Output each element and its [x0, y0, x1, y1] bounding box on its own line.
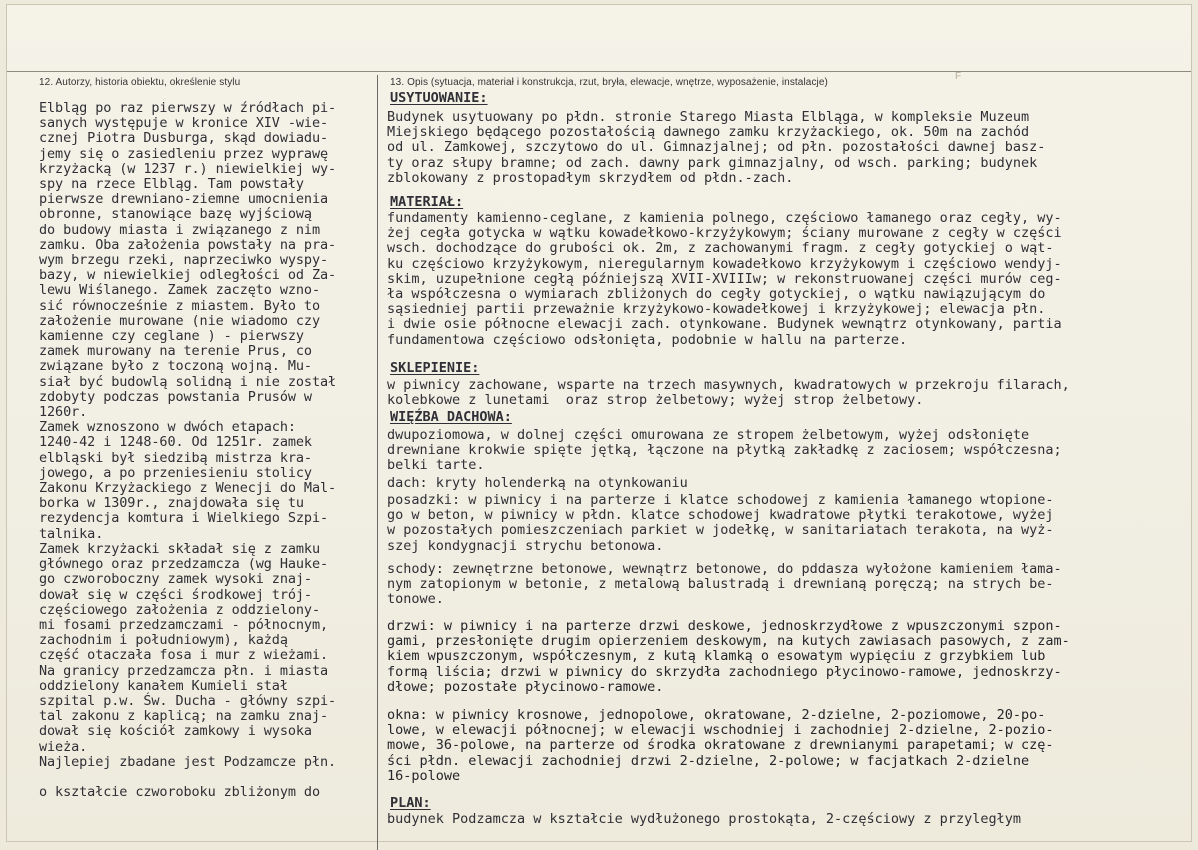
- history-line: część otaczała fosa i mur z wieżami.: [39, 647, 328, 664]
- history-line: dował się kościół zamkowy i wysoka: [39, 723, 312, 740]
- text-line: belki tarte.: [387, 457, 485, 474]
- history-line: zdobyty podczas powstania Prusów w: [39, 388, 312, 405]
- text-line: wsch. dochodzące do grubości ok. 2m, z zachowanymi fragm. z cegły gotyckiej o wąt-: [387, 240, 1054, 257]
- wiezba-heading: WIĘŹBA DACHOWA:: [390, 409, 512, 425]
- schody-text: [387, 562, 1062, 608]
- text-line: w piwnicy zachowane, wsparte na trzech masywnych, kwadratowych w przekroju filarach,: [387, 377, 1070, 393]
- history-line: Elbląg po raz pierwszy w źródłach pi-: [39, 100, 337, 116]
- text-line: Budynek usytuowany po płdn. stronie Starego Miasta Elbląga, w kompleksie Muzeum: [387, 109, 1030, 125]
- history-line: mi fosami przedzamczami - północnym,: [39, 616, 328, 633]
- history-line: sić równocześnie z miastem. Było to: [39, 297, 320, 314]
- text-line: okna: w piwnicy krosnowe, jednopolowe, okratowane, 2-dzielne, 2-poziomowe, 20-po-: [387, 707, 1046, 723]
- history-line: jowego, a po przeniesieniu stolicy: [39, 464, 312, 481]
- history-line: zamek murowany na terenie Prus, co: [39, 343, 312, 360]
- history-line: obronne, stanowiące bazę wyjściową: [39, 206, 312, 223]
- history-line: szpital p.w. Św. Ducha - główny szpi-: [39, 692, 337, 709]
- history-line: go czworoboczny zamek wysoki znaj-: [39, 571, 312, 588]
- margin-mark: F: [955, 71, 962, 82]
- text-line: zblokowany z prostopadłym skrzydłem od płdn.-zach.: [387, 169, 794, 186]
- text-line: ku częściowo krzyżykowym, nieregularnym kowadełkowo krzyżykowym i częściowo wendyj-: [387, 255, 1062, 272]
- material-heading: MATERIAŁ:: [390, 194, 464, 210]
- history-line: wym brzegu rzeki, naprzeciwko wyspy-: [39, 252, 328, 269]
- history-line: 1260r.: [39, 404, 88, 421]
- history-line: spy na rzece Elbląg. Tam powstały: [39, 176, 304, 193]
- history-line: głównego oraz przedzamcza (wg Hauke-: [39, 556, 328, 573]
- text-line: drzwi: w piwnicy i na parterze drzwi deskowe, jednoskrzydłowe z wpuszczonymi szpon-: [387, 618, 1062, 634]
- text-line: kiem wpuszczonym, współczesnym, z kutą klamką o esowatym wypięciu z grzybkiem lub: [387, 648, 1046, 665]
- text-line: nym zatopionym w betonie, z metalową balustradą i drewnianą poręczą; na strych be-: [387, 576, 1054, 593]
- text-line: fundamenty kamienno-ceglane, z kamienia polnego, częściowo łamanego oraz cegły, wy-: [387, 210, 1062, 226]
- history-line: do budowy miasta i związanego z nim: [39, 221, 320, 238]
- history-line: jemy się o zasiedleniu przez wyprawę: [39, 145, 328, 162]
- text-line: gami, przesłonięte drugim opierzeniem deskowym, na kutych zawiasach pasowych, z zam-: [387, 633, 1070, 650]
- history-line: bazy, w niewielkiej odległości od Za-: [39, 267, 337, 284]
- drzwi-text: [387, 619, 1070, 695]
- text-line: mowe, 36-polowe, na parterze od środka okratowane z drewnianymi parapetami; w czę-: [387, 737, 1054, 754]
- history-text: [39, 101, 336, 800]
- text-line: formą liścia; drzwi w piwnicy do skrzydła zachodniego płycinowo-ramowe, jednoskrzy-: [387, 663, 1062, 680]
- plan-heading: PLAN:: [390, 795, 431, 811]
- plan-text: [387, 812, 1021, 827]
- usytuowanie-text: [387, 110, 1045, 186]
- text-line: lowe, w elewacji północnej; w elewacji wschodniej i zachodniej 2-dzielne, 2-pozio-: [387, 722, 1054, 739]
- text-line: Miejskiego będącego pozostałością dawnego zamku krzyżackiego, ok. 50m na zachód: [387, 124, 1030, 141]
- history-line: wieża.: [39, 738, 88, 755]
- history-line: tal zakonu z kaplicą; na zamku znaj-: [39, 708, 328, 725]
- section-12-header: 12. Autorzy, historia obiektu, określenie stylu: [39, 77, 241, 88]
- history-line: kamienne czy ceglane ) - pierwszy: [39, 328, 304, 345]
- text-line: ła współczesna o wymiarach zbliżonych do cegły gotyckiej, o wątku nawiązującym do: [387, 286, 1046, 303]
- history-line: [39, 770, 336, 785]
- history-line: elbląski był siedzibą mistrza kra-: [39, 449, 312, 466]
- history-line: oddzielony kanałem Kumieli stał: [39, 677, 288, 694]
- text-line: i dwie osie północne elewacji zach. otynkowane. Budynek wewnątrz otynkowany, partia: [387, 316, 1062, 333]
- okna-text: [387, 708, 1053, 784]
- history-line: częściowego założenia z oddzielony-: [39, 601, 320, 618]
- history-line: 1240-42 i 1248-60. Od 1251r. zamek: [39, 434, 312, 451]
- history-line: Zamek krzyżacki składał się z zamku: [39, 540, 320, 557]
- usytuowanie-heading: USYTUOWANIE:: [390, 90, 488, 106]
- text-line: żej cegła gotycka w wątku kowadełkowo-krzyżykowym; ściany murowane z cegły w części: [387, 225, 1062, 242]
- wiezba-text: [387, 428, 1062, 474]
- text-line: sąsiedniej partii przeważnie krzyżykowo-kowadełkowej i krzyżykowej; elewacja płn.: [387, 301, 1046, 318]
- text-line: ty oraz słupy bramne; od zach. dawny park gimnazjalny, od wsch. parking; budynek: [387, 154, 1038, 171]
- text-line: schody: zewnętrzne betonowe, wewnątrz betonowe, do pddasza wyłożone kamieniem łama-: [387, 561, 1062, 577]
- text-line: ści płdn. elewacji zachodniej drzwi 2-dzielne, 2-polowe; w facjatkach 2-dzielne: [387, 752, 1030, 769]
- posadzki-text: [387, 493, 1053, 554]
- column-divider: [377, 75, 378, 850]
- history-line: Najlepiej zbadane jest Podzamcze płn.: [39, 753, 337, 770]
- history-line: związane było z toczoną wojną. Mu-: [39, 358, 312, 375]
- history-line: rezydencja komtura i Wielkiego Szpi-: [39, 510, 328, 527]
- history-line: krzyżacką (w 1237 r.) niewielkiej wy-: [39, 160, 337, 177]
- history-line: o kształcie czworoboku zbliżonym do: [39, 784, 320, 801]
- material-text: [387, 211, 1062, 348]
- history-line: dował się w części środkowej trój-: [39, 586, 312, 603]
- history-line: sanych występuje w kronice XIV -wie-: [39, 115, 328, 132]
- text-line: dłowe; pozostałe płycinowo-ramowe.: [387, 678, 664, 695]
- text-line: tonowe.: [387, 591, 444, 608]
- history-line: założenie murowane (nie wiadomo czy: [39, 312, 320, 329]
- text-line: 16-polowe: [387, 767, 461, 784]
- history-line: pierwsze drewniano-ziemne umocnienia: [39, 191, 328, 208]
- text-line: posadzki: w piwnicy i na parterze i klatce schodowej z kamienia łamanego wtopione-: [387, 492, 1054, 508]
- text-line: kolebkowe z lunetami oraz strop żelbetowy; wyżej strop żelbetowy.: [387, 392, 924, 409]
- history-line: talnika.: [39, 525, 104, 542]
- text-line: od ul. Zamkowej, szczytowo do ul. Gimnazjalnej; od płn. pozostałości dawnej basz-: [387, 139, 1046, 156]
- header-divider: [7, 71, 1191, 72]
- history-line: cznej Piotra Dusburga, skąd dowiadu-: [39, 130, 328, 147]
- text-line: fundamentowa częściowo odsłonięta, podobnie w hallu na parterze.: [387, 331, 908, 348]
- text-line: budynek Podzamcza w kształcie wydłużonego prostokąta, 2-częściowy z przyległym: [387, 811, 1021, 827]
- text-line: dwupoziomowa, w dolnej części omurowana ze stropem żelbetowym, wyżej odsłonięte: [387, 427, 1030, 443]
- history-line: Zakonu Krzyżackiego z Wenecji do Mal-: [39, 480, 337, 497]
- history-line: siał być budowlą solidną i nie został: [39, 373, 337, 390]
- history-line: zamku. Oba założenia powstały na pra-: [39, 236, 337, 253]
- text-line: w pozostałych pomieszczeniach parkiet w jodełkę, w sanitariatach terakota, na wyż-: [387, 522, 1054, 539]
- history-line: zachodnim i południowym), każdą: [39, 632, 288, 649]
- dach-text: dach: kryty holenderką na otynkowaniu: [387, 475, 688, 491]
- section-13-header: 13. Opis (sytuacja, materiał i konstrukcja, rzut, bryła, elewacje, wnętrze, wyposażenie, instalacje): [390, 77, 828, 88]
- history-line: Na granicy przedzamcza płn. i miasta: [39, 662, 328, 679]
- sklepienie-text: [387, 378, 1070, 408]
- text-line: go w beton, w piwnicy w płdn. klatce schodowej kwadratowe płytki terakotowe, wyżej: [387, 507, 1054, 524]
- history-line: lewu Wiślanego. Zamek zaczęto wzno-: [39, 282, 320, 299]
- text-line: skim, uzupełnione cegłą późniejszą XVII-XVIIIw; w rekonstruowanej części murów ceg-: [387, 270, 1062, 287]
- text-line: szej kondygnacji strychu betonowa.: [387, 537, 664, 554]
- text-line: drewniane krokwie spięte jętką, łączone na płytką zakładkę z zaciosem; współczesna;: [387, 442, 1062, 459]
- inventory-card: [6, 4, 1192, 842]
- history-line: borka w 1309r., znajdowała się tu: [39, 495, 304, 512]
- history-line: Zamek wznoszono w dwóch etapach:: [39, 419, 296, 436]
- sklepienie-heading: SKLEPIENIE:: [390, 360, 480, 376]
